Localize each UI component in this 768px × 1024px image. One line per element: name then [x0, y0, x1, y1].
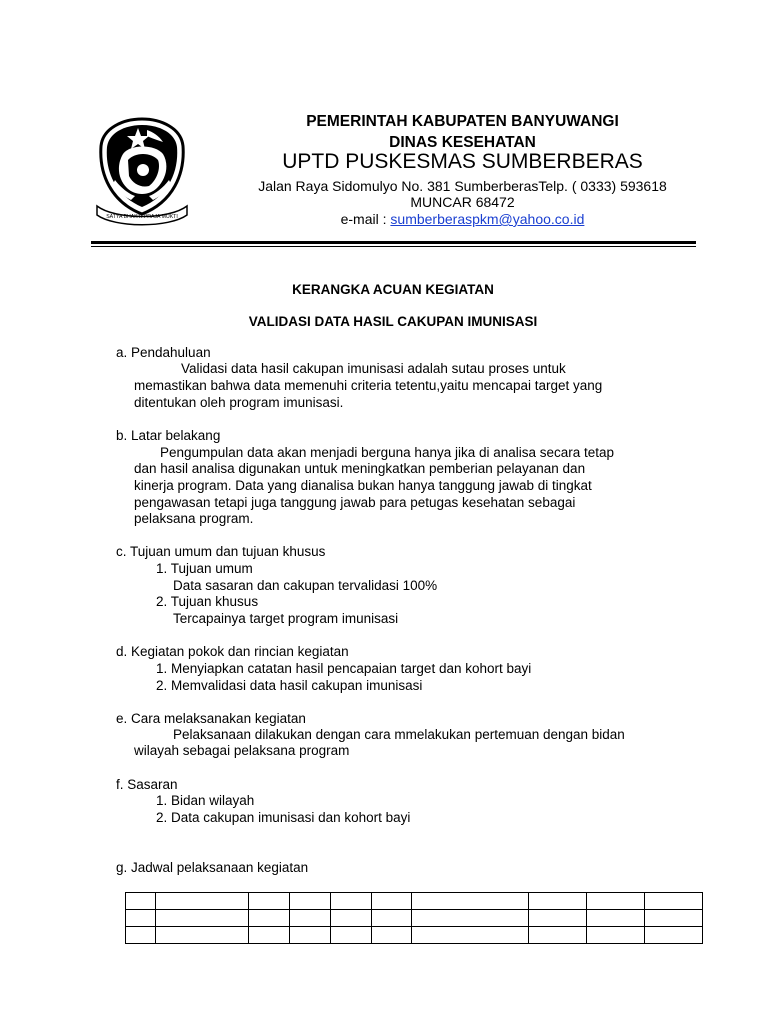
letterhead-government: PEMERINTAH KABUPATEN BANYUWANGI: [306, 113, 619, 130]
section-d-item: 1. Menyiapkan catatan hasil pencapaian target dan kohort bayi: [156, 661, 532, 676]
table-cell: [529, 893, 587, 910]
section-d-item: 2. Memvalidasi data hasil cakupan imunisasi: [156, 678, 423, 693]
section-b-heading: b. Latar belakang: [116, 428, 221, 443]
table-cell: [587, 927, 645, 944]
table-cell: [289, 910, 330, 927]
table-cell: [587, 893, 645, 910]
letterhead-email-line: [280, 211, 645, 227]
letterhead-rule-thick: [91, 241, 696, 244]
section-c-item: 1. Tujuan umum: [156, 561, 253, 576]
section-a-line: memastikan bahwa data memenuhi criteria tetentu,yaitu mencapai target yang: [134, 378, 603, 393]
table-cell: [289, 927, 330, 944]
section-f-item: 1. Bidan wilayah: [156, 793, 255, 808]
table-cell: [371, 910, 412, 927]
svg-text:SATYA BHAKTI PRAJA MUKTI: SATYA BHAKTI PRAJA MUKTI: [106, 214, 178, 220]
section-e-line: Pelaksanaan dilakukan dengan cara mmelakukan pertemuan dengan bidan: [173, 727, 625, 742]
section-b-line: dan hasil analisa digunakan untuk meningkatkan pemberian pelayanan dan: [134, 461, 586, 476]
table-cell: [529, 910, 587, 927]
table-row: [126, 910, 703, 927]
table-cell: [371, 927, 412, 944]
table-cell: [155, 910, 248, 927]
table-cell: [330, 910, 371, 927]
table-cell: [412, 927, 529, 944]
section-a-heading: a. Pendahuluan: [116, 345, 211, 360]
table-row: [126, 927, 703, 944]
table-cell: [371, 893, 412, 910]
section-e-line: wilayah sebagai pelaksana program: [134, 743, 350, 758]
schedule-table: [125, 892, 703, 944]
table-cell: [248, 927, 289, 944]
section-a-line: ditentukan oleh program imunisasi.: [134, 395, 344, 410]
email-label: e-mail :: [340, 211, 391, 227]
table-row: [126, 893, 703, 910]
letterhead-institution: UPTD PUSKESMAS SUMBERBERAS: [282, 150, 643, 173]
letterhead-address: Jalan Raya Sidomulyo No. 381 SumberberasTelp. ( 0333) 593618: [258, 178, 667, 194]
section-f-item: 2. Data cakupan imunisasi dan kohort bayi: [156, 810, 411, 825]
table-cell: [289, 893, 330, 910]
section-e-heading: e. Cara melaksanakan kegiatan: [116, 711, 306, 726]
table-cell: [126, 910, 156, 927]
section-c-heading: c. Tujuan umum dan tujuan khusus: [116, 544, 326, 559]
email-link[interactable]: sumberberaspkm@yahoo.co.id: [390, 211, 585, 227]
letterhead-rule-thin: [91, 246, 696, 247]
table-cell: [155, 927, 248, 944]
letterhead-city: MUNCAR 68472: [410, 194, 515, 210]
section-b-line: kinerja program. Data yang dianalisa bukan hanya tanggung jawab di tingkat: [134, 478, 592, 493]
section-c-item-text: Data sasaran dan cakupan tervalidasi 100%: [173, 578, 438, 593]
section-c-item: 2. Tujuan khusus: [156, 594, 259, 609]
table-cell: [155, 893, 248, 910]
document-subtitle: VALIDASI DATA HASIL CAKUPAN IMUNISASI: [248, 314, 538, 329]
table-cell: [330, 893, 371, 910]
table-cell: [412, 910, 529, 927]
section-a-line: Validasi data hasil cakupan imunisasi adalah sutau proses untuk: [181, 361, 566, 376]
section-b-line: Pengumpulan data akan menjadi berguna hanya jika di analisa secara tetap: [160, 445, 615, 460]
table-cell: [587, 910, 645, 927]
section-b-line: pelaksana program.: [134, 511, 254, 526]
section-b-line: pengawasan tetapi juga tanggung jawab para petugas kesehatan sebagai: [134, 495, 576, 510]
table-cell: [412, 893, 529, 910]
table-cell: [529, 927, 587, 944]
document-title: KERANGKA ACUAN KEGIATAN: [292, 282, 494, 297]
puskesmas-logo: [95, 116, 190, 228]
table-cell: [645, 927, 703, 944]
section-d-heading: d. Kegiatan pokok dan rincian kegiatan: [116, 644, 349, 659]
table-cell: [248, 893, 289, 910]
table-cell: [645, 893, 703, 910]
table-cell: [126, 893, 156, 910]
section-f-heading: f. Sasaran: [116, 777, 178, 792]
section-c-item-text: Tercapainya target program imunisasi: [173, 611, 399, 626]
table-cell: [645, 910, 703, 927]
section-g-heading: g. Jadwal pelaksanaan kegiatan: [116, 860, 309, 875]
table-cell: [330, 927, 371, 944]
table-cell: [126, 927, 156, 944]
table-cell: [248, 910, 289, 927]
letterhead-department: DINAS KESEHATAN: [389, 134, 536, 151]
